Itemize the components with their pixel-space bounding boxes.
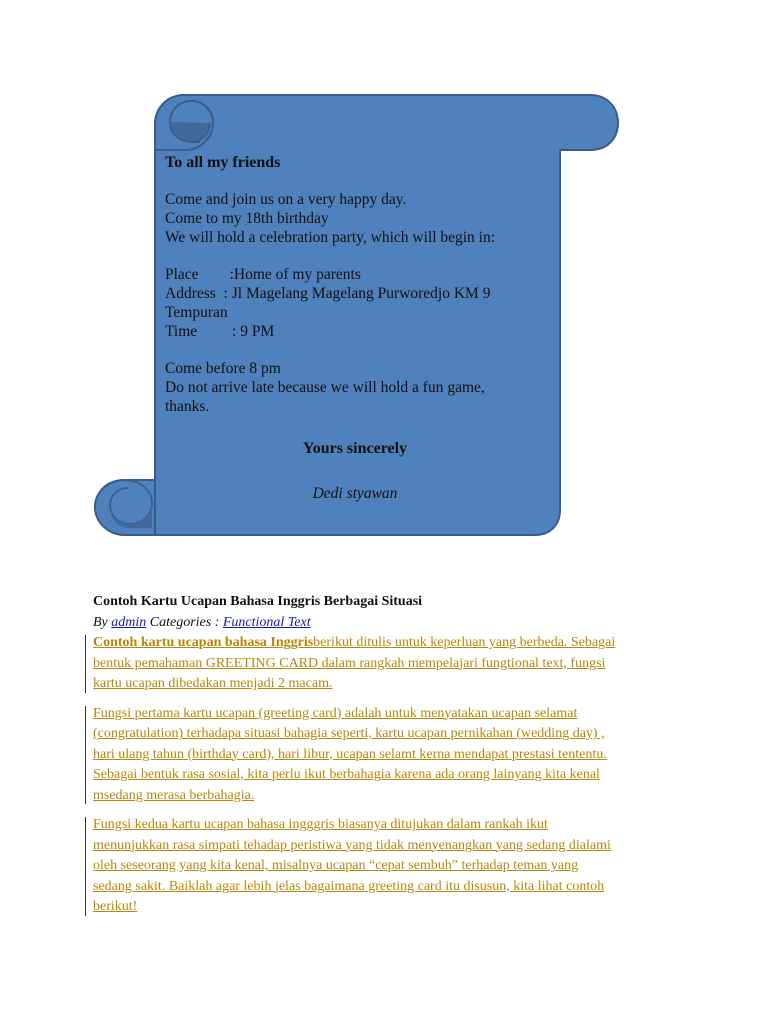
byline	[93, 613, 693, 634]
intro-line: We will hold a celebration party, which will begin in:	[165, 229, 496, 246]
paragraph-line: (congratulation) terhadapa situasi bahagia seperti, kartu ucapan pernikahan (wedding day) ,	[93, 726, 605, 741]
paragraph-link-1[interactable]	[93, 633, 693, 695]
paragraph-line: hari ulang tahun (birthday card), hari libur, ucapan selamt kerna mendapat prestasi tententu.	[93, 746, 607, 762]
article-title: Contoh Kartu Ucapan Bahasa Inggris Berbagai Situasi	[93, 594, 423, 609]
paragraph-line: bentuk pemahaman GREETING CARD dalam rangkah mempelajari fungtional text, fungsi	[93, 655, 606, 671]
note-line: Come before 8 pm	[165, 360, 281, 377]
invitation-heading: To all my friends	[165, 154, 281, 171]
note-line: thanks.	[165, 398, 210, 415]
paragraph-link-2[interactable]	[93, 704, 693, 807]
intro-line: Come and join us on a very happy day.	[165, 191, 407, 208]
invitation-text	[165, 153, 555, 416]
paragraph-line: sedang sakit. Baiklah agar lebih jelas bagaimana greeting card itu disusun, kita lihat contoh	[93, 878, 605, 894]
paragraph-line: kartu ucapan dibedakan menjadi 2 macam.	[93, 676, 333, 691]
paragraph-line: msedang merasa berbahagia.	[93, 787, 255, 803]
paragraph-line: Fungsi kedua kartu ucapan bahasa ingggris biasanya ditujukan dalam rankah ikut	[93, 817, 548, 832]
categories-prefix: Categories :	[146, 614, 223, 630]
article	[93, 592, 693, 918]
paragraph-line: Fungsi pertama kartu ucapan (greeting card) adalah untuk menyatakan ucapan selamat	[93, 705, 578, 721]
intro-line: Come to my 18th birthday	[165, 210, 329, 227]
place-line: Place :Home of my parents	[165, 266, 361, 283]
paragraph-line: oleh seseorang yang kita kenal, misalnya ucapan “cepat sembuh” terhadap teman yang	[93, 858, 579, 873]
time-line: Time : 9 PM	[165, 323, 275, 340]
address-line: Address : Jl Magelang Magelang Purworedjo KM 9	[165, 285, 491, 302]
byline-prefix: By	[93, 614, 112, 630]
closing-text: Yours sincerely	[302, 440, 408, 457]
paragraph-line: berikut!	[93, 899, 138, 914]
paragraph-line: menunjukkan rasa simpati tehadap peristiwa yang tidak menyenangkan yang sedang dialami	[93, 837, 611, 853]
author-link[interactable]: admin	[111, 614, 147, 630]
paragraph-text: berikut ditulis untuk keperluan yang berbeda. Sebagai	[313, 635, 616, 650]
paragraph-line	[93, 633, 693, 654]
category-link[interactable]: Functional Text	[222, 614, 311, 630]
paragraph-line: Sebagai bentuk rasa sosial, kita perlu ikut berbahagia karena ada orang lainyang kita kenal	[93, 767, 600, 782]
note-line: Do not arrive late because we will hold a fun game,	[165, 379, 485, 396]
address-line-continued: Tempuran	[165, 304, 228, 321]
paragraph-bold: Contoh kartu ucapan bahasa Inggris	[93, 635, 314, 650]
signature-text: Dedi styawan	[312, 485, 398, 502]
paragraph-link-3[interactable]	[93, 815, 693, 918]
